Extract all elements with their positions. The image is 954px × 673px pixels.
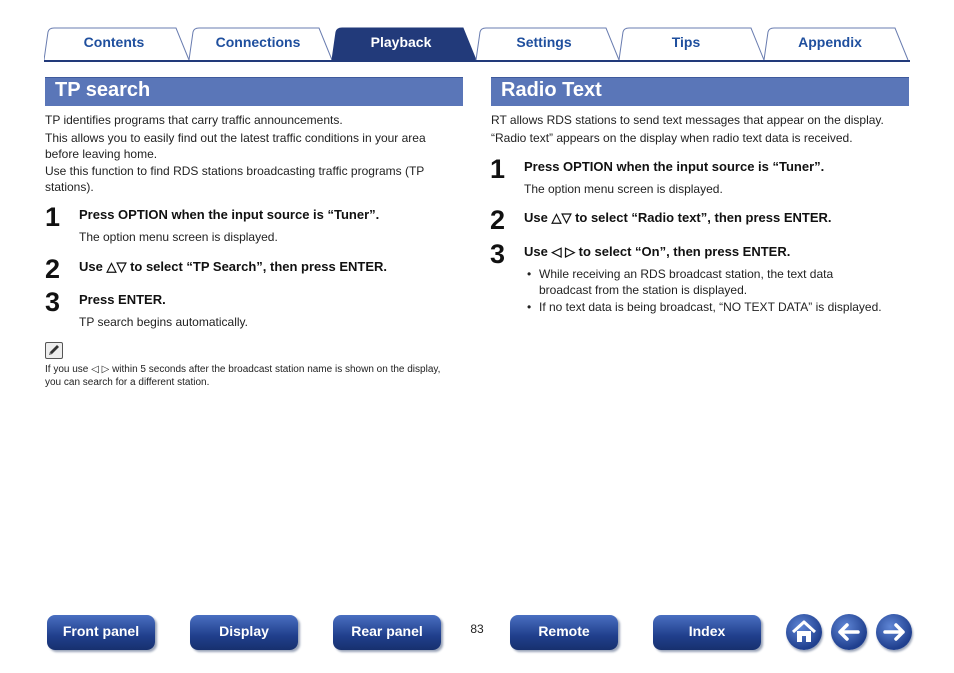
display-button[interactable] — [190, 615, 298, 650]
button-label: Front panel — [62, 623, 140, 639]
step-description: The option menu screen is displayed. — [524, 182, 723, 196]
remote-button[interactable] — [510, 615, 618, 650]
back-arrow-icon[interactable] — [831, 614, 867, 650]
intro-paragraph: This allows you to easily find out the latest traffic conditions in your area before leaving home. — [45, 131, 426, 161]
intro-paragraph: “Radio text” appears on the display when radio text data is received. — [491, 131, 853, 145]
section-title: TP search — [55, 79, 151, 101]
tab-connections[interactable]: Connections — [215, 34, 301, 50]
section-title: Radio Text — [501, 79, 602, 101]
note-text: If you use ◁ ▷ within 5 seconds after the broadcast station name is shown on the display, you can search for a different station. — [45, 364, 441, 388]
front-panel-button[interactable] — [47, 615, 155, 650]
pencil-note-icon — [45, 342, 63, 359]
intro-paragraph: RT allows RDS stations to send text messages that appear on the display. — [491, 113, 884, 127]
step-number: 2 — [45, 254, 61, 284]
tab-settings[interactable]: Settings — [516, 34, 572, 50]
tab-contents[interactable]: Contents — [83, 34, 145, 50]
step-title: Press OPTION when the input source is “Tuner”. — [524, 159, 825, 174]
step-number: 1 — [490, 154, 506, 184]
step-title: Use △▽ to select “TP Search”, then press ENTER. — [79, 259, 388, 274]
step-number: 2 — [490, 205, 506, 235]
step-title: Use △▽ to select “Radio text”, then press ENTER. — [524, 210, 832, 225]
bullet-item — [527, 266, 919, 298]
bullet-dot: • — [527, 300, 532, 314]
bullet-text: If no text data is being broadcast, “NO TEXT DATA” is displayed. — [539, 300, 882, 314]
step-description: TP search begins automatically. — [79, 315, 248, 329]
button-label: Rear panel — [351, 623, 423, 639]
tab-underline — [44, 60, 910, 62]
step-number: 1 — [45, 202, 61, 232]
rear-panel-button[interactable] — [333, 615, 441, 650]
step-number: 3 — [490, 239, 506, 269]
bullet-item — [527, 299, 919, 315]
bullet-text: While receiving an RDS broadcast station, the text data broadcast from the station is displayed. — [539, 267, 834, 297]
button-label: Remote — [538, 623, 590, 639]
tab-playback[interactable]: Playback — [370, 34, 432, 50]
tab-tips[interactable]: Tips — [671, 34, 701, 50]
step-title: Use ◁ ▷ to select “On”, then press ENTER. — [524, 244, 791, 259]
intro-paragraph: TP identifies programs that carry traffic announcements. — [45, 113, 343, 127]
step-number: 3 — [45, 287, 61, 317]
tab-bar — [44, 26, 910, 62]
home-icon[interactable] — [786, 614, 822, 650]
intro-paragraph: Use this function to find RDS stations broadcasting traffic programs (TP stations). — [45, 164, 425, 194]
tab-appendix[interactable]: Appendix — [798, 34, 862, 50]
section-header-radio-text — [491, 77, 909, 106]
button-label: Display — [219, 623, 269, 639]
step-title: Press OPTION when the input source is “Tuner”. — [79, 207, 380, 222]
button-label: Index — [688, 623, 726, 639]
step-description: The option menu screen is displayed. — [79, 230, 278, 244]
page-number: 83 — [470, 622, 484, 636]
index-button[interactable] — [653, 615, 761, 650]
step-title: Press ENTER. — [79, 292, 166, 307]
section-header-tp-search — [45, 77, 463, 106]
forward-arrow-icon[interactable] — [876, 614, 912, 650]
bullet-dot: • — [527, 267, 532, 281]
